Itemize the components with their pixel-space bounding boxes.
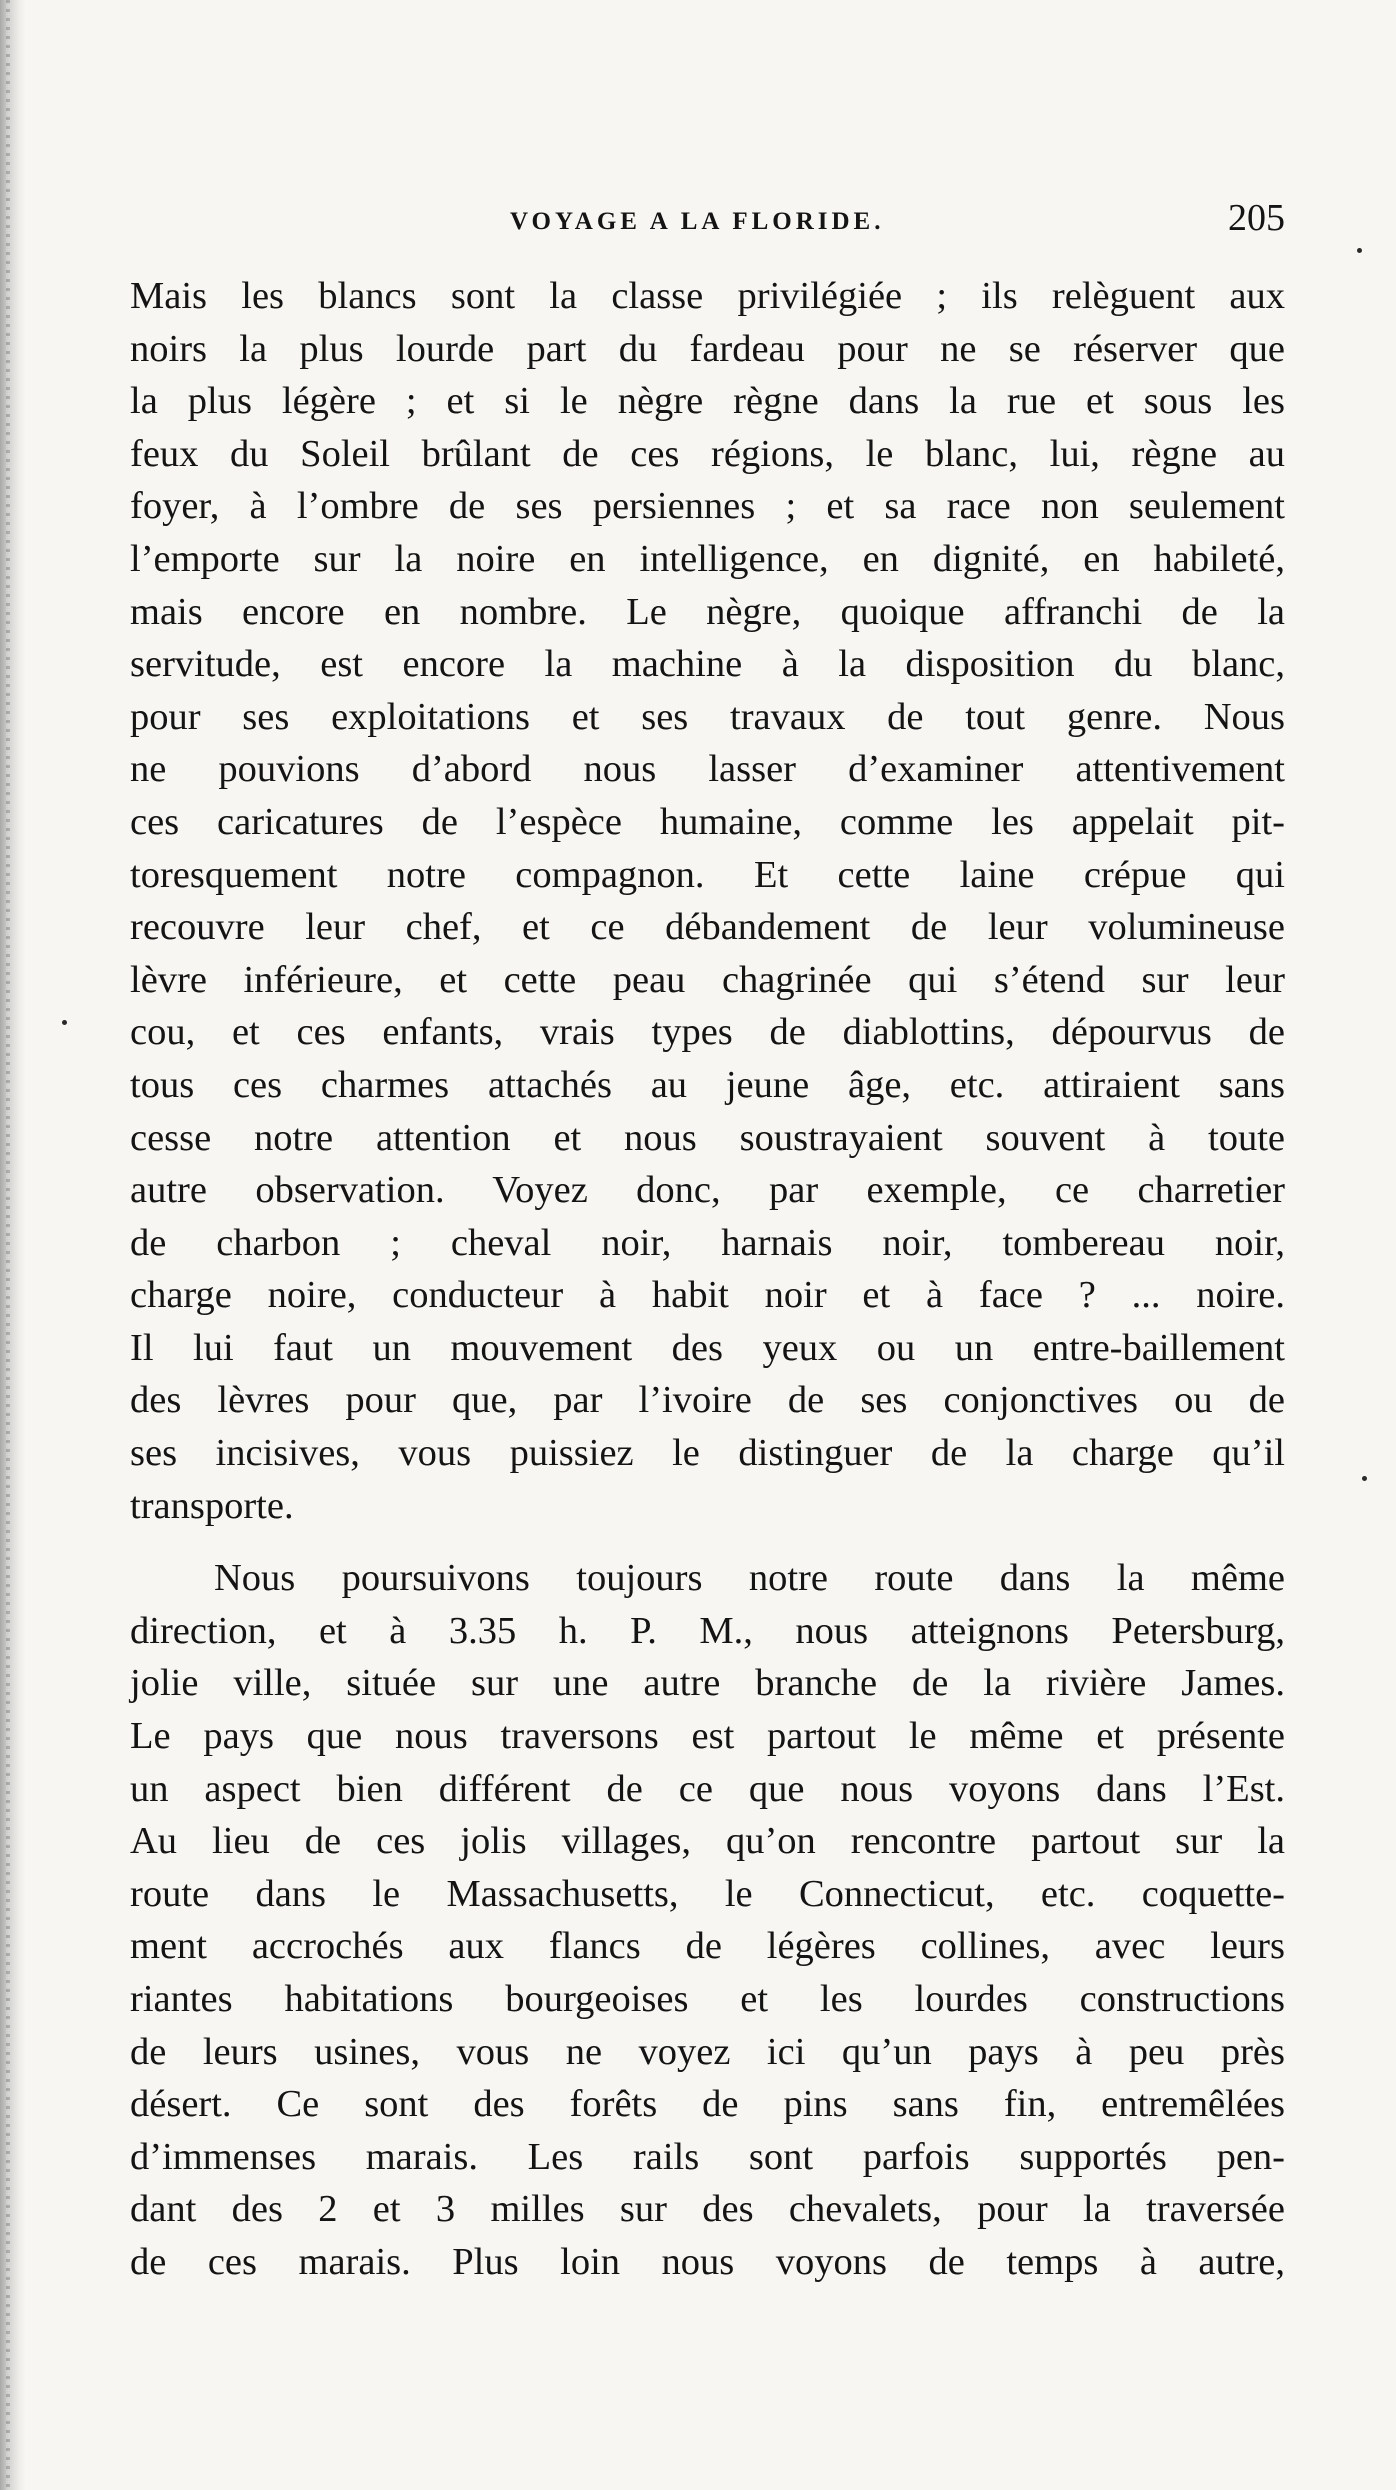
running-header bbox=[130, 196, 1285, 256]
text-line: Il lui faut un mouvement des yeux ou un entre-baillement bbox=[130, 1326, 1285, 1369]
text-line: riantes habitations bourgeoises et les lourdes constructions bbox=[130, 1978, 1285, 2020]
text-line: tous ces charmes attachés au jeune âge, etc. attiraient sans bbox=[130, 1063, 1285, 1106]
scan-binding-edge bbox=[6, 0, 10, 2490]
print-speck bbox=[1357, 248, 1362, 253]
text-line: ses incisives, vous puissiez le distinguer de la charge qu’il bbox=[130, 1432, 1285, 1475]
running-title: VOYAGE A LA FLORIDE. bbox=[510, 208, 885, 235]
text-line: direction, et à 3.35 h. P. M., nous atteignons Petersburg, bbox=[130, 1609, 1285, 1652]
paragraph-1 bbox=[130, 270, 1285, 1532]
text-line: lèvre inférieure, et cette peau chagrinée qui s’étend sur leur bbox=[130, 958, 1285, 1001]
text-line: servitude, est encore la machine à la disposition du blanc, bbox=[130, 643, 1285, 686]
text-line: charge noire, conducteur à habit noir et à face ? ... noire. bbox=[130, 1274, 1285, 1317]
text-line: d’immenses marais. Les rails sont parfois supportés pen- bbox=[130, 2135, 1285, 2178]
text-line: feux du Soleil brûlant de ces régions, le blanc, lui, règne au bbox=[130, 432, 1285, 475]
text-line: ment accrochés aux flancs de légères collines, avec leurs bbox=[130, 1925, 1285, 1968]
text-line: l’emporte sur la noire en intelligence, en dignité, en habileté, bbox=[130, 537, 1285, 580]
text-line: Mais les blancs sont la classe privilégiée ; ils relèguent aux bbox=[130, 275, 1285, 317]
text-line: de charbon ; cheval noir, harnais noir, tombereau noir, bbox=[130, 1221, 1285, 1264]
paragraph-2 bbox=[130, 1552, 1285, 2288]
scan-shadow-edge bbox=[0, 0, 26, 2490]
text-line: ces caricatures de l’espèce humaine, comme les appelait pit- bbox=[130, 800, 1285, 843]
text-line: Nous poursuivons toujours notre route dans la même bbox=[214, 1557, 1285, 1600]
text-line: de ces marais. Plus loin nous voyons de temps à autre, bbox=[130, 2240, 1285, 2283]
print-speck bbox=[62, 1020, 67, 1025]
text-line: des lèvres pour que, par l’ivoire de ses conjonctives ou de bbox=[130, 1379, 1285, 1422]
text-line: désert. Ce sont des forêts de pins sans fin, entremêlées bbox=[130, 2083, 1285, 2126]
body-text bbox=[130, 270, 1285, 2289]
text-line: Au lieu de ces jolis villages, qu’on rencontre partout sur la bbox=[130, 1820, 1285, 1863]
text-line: Le pays que nous traversons est partout le même et présente bbox=[130, 1715, 1285, 1758]
paragraph-gap bbox=[130, 1532, 1285, 1552]
text-line: cou, et ces enfants, vrais types de diablottins, dépourvus de bbox=[130, 1011, 1285, 1054]
text-line: transporte. bbox=[130, 1484, 294, 1527]
text-line: dant des 2 et 3 milles sur des chevalets, pour la traversée bbox=[130, 2188, 1285, 2231]
text-line: autre observation. Voyez donc, par exemple, ce charretier bbox=[130, 1169, 1285, 1212]
text-line: ne pouvions d’abord nous lasser d’examiner attentivement bbox=[130, 748, 1285, 791]
page-number: 205 bbox=[1228, 197, 1285, 239]
text-line: jolie ville, située sur une autre branche de la rivière James. bbox=[130, 1662, 1285, 1705]
text-line: toresquement notre compagnon. Et cette laine crépue qui bbox=[130, 853, 1285, 896]
text-line: noirs la plus lourde part du fardeau pour ne se réserver que bbox=[130, 327, 1285, 370]
text-line: de leurs usines, vous ne voyez ici qu’un pays à peu près bbox=[130, 2030, 1285, 2073]
text-line: foyer, à l’ombre de ses persiennes ; et sa race non seulement bbox=[130, 485, 1285, 528]
text-line: recouvre leur chef, et ce débandement de leur volumineuse bbox=[130, 906, 1285, 949]
text-line: un aspect bien différent de ce que nous voyons dans l’Est. bbox=[130, 1767, 1285, 1810]
text-line: route dans le Massachusetts, le Connecticut, etc. coquette- bbox=[130, 1872, 1285, 1915]
text-line: cesse notre attention et nous soustrayaient souvent à toute bbox=[130, 1116, 1285, 1159]
print-speck bbox=[1362, 1476, 1367, 1481]
text-line: la plus légère ; et si le nègre règne dans la rue et sous les bbox=[130, 380, 1285, 423]
text-line: mais encore en nombre. Le nègre, quoique affranchi de la bbox=[130, 590, 1285, 633]
text-line: pour ses exploitations et ses travaux de tout genre. Nous bbox=[130, 695, 1285, 738]
